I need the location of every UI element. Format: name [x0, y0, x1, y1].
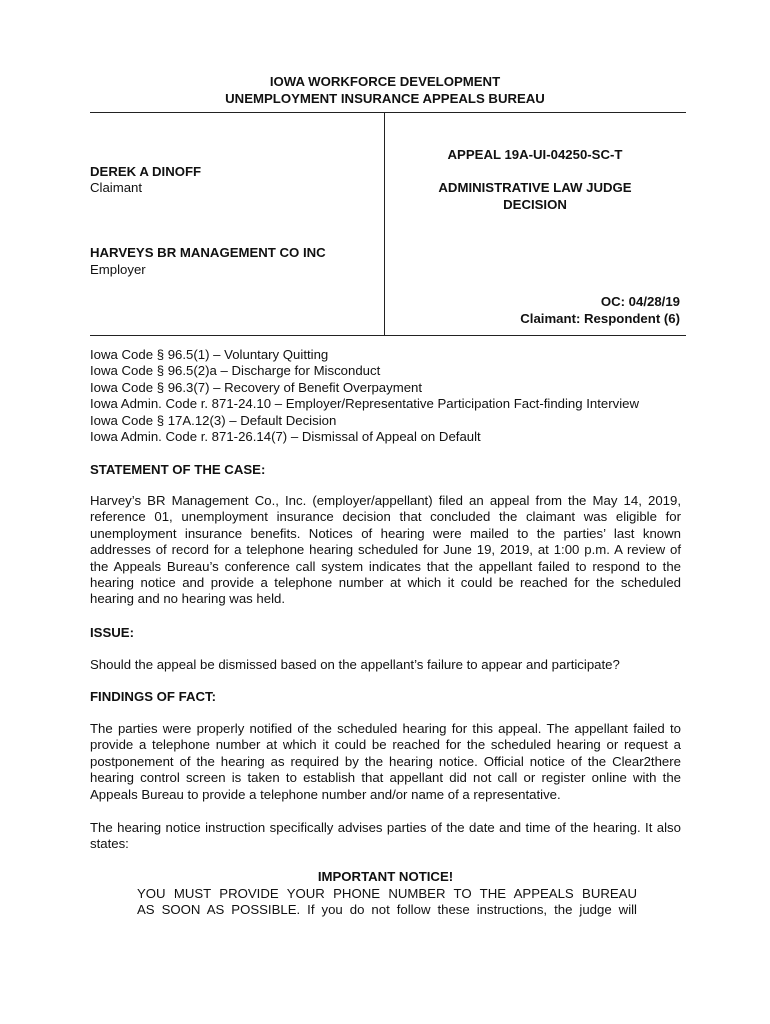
statement-text: Harvey’s BR Management Co., Inc. (employer/appellant) filed an appeal from the May 14, 2019, reference 01, unemployment insurance decision that concluded the claimant was eligible for unemployment insurance benefits. Notices of hearing were mailed to the parties’ last known addresses of record for a telephone hearing scheduled for June 19, 2019, at 1:00 p.m. A review of the Appeals Bureau’s conference call system indicates that the appellant failed to respond to the hearing notice and provide a telephone number at which it could be reached for the scheduled hearing and no hearing was held. — [90, 493, 681, 607]
code-citation: Iowa Code § 96.5(1) – Voluntary Quitting — [90, 347, 329, 362]
decision-title-line1: ADMINISTRATIVE LAW JUDGE — [438, 180, 632, 195]
caption-bottom-rule — [90, 335, 686, 336]
claimant-status: Claimant: Respondent (6) — [520, 311, 680, 326]
agency-name: IOWA WORKFORCE DEVELOPMENT — [269, 74, 501, 89]
statement-heading: STATEMENT OF THE CASE: — [90, 462, 266, 477]
code-citations — [90, 347, 681, 445]
claimant-role: Claimant — [90, 180, 143, 195]
notice-line-1: YOU MUST PROVIDE YOUR PHONE NUMBER TO THE APPEALS BUREAU — [137, 886, 637, 901]
issue-heading: ISSUE: — [90, 625, 134, 640]
claimant-name: DEREK A DINOFF — [90, 164, 202, 179]
code-citation: Iowa Code § 17A.12(3) – Default Decision — [90, 412, 337, 428]
employer-name: HARVEYS BR MANAGEMENT CO INC — [90, 245, 326, 260]
oc-date: OC: 04/28/19 — [600, 294, 680, 309]
employer-role: Employer — [90, 262, 146, 277]
decision-title-line2: DECISION — [503, 197, 567, 212]
appeal-number: APPEAL 19A-UI-04250-SC-T — [447, 147, 623, 162]
findings-heading: FINDINGS OF FACT: — [90, 689, 217, 704]
code-citation: Iowa Code § 96.3(7) – Recovery of Benefit Overpayment — [90, 379, 423, 395]
notice-line-2: AS SOON AS POSSIBLE. If you do not follow these instructions, the judge will — [137, 902, 637, 917]
findings-paragraph-1: The parties were properly notified of the scheduled hearing for this appeal. The appellant failed to provide a telephone number at which it could be reached for the scheduled hearing or request a postponement of the hearing as required by the hearing notice. Official notice of the Clear2there hearing control screen is taken to establish that appellant did not call or register online with the Appeals Bureau to provide a telephone number and/or name of a representative. — [90, 721, 681, 802]
code-citation: Iowa Admin. Code r. 871-26.14(7) – Dismissal of Appeal on Default — [90, 429, 481, 445]
code-citation: Iowa Admin. Code r. 871-24.10 – Employer/Representative Participation Fact-finding Interview — [90, 396, 640, 412]
notice-heading: IMPORTANT NOTICE! — [317, 869, 454, 884]
bureau-name: UNEMPLOYMENT INSURANCE APPEALS BUREAU — [225, 91, 545, 106]
findings-paragraph-2: The hearing notice instruction specifically advises parties of the date and time of the hearing. It also states: — [90, 820, 681, 852]
issue-text: Should the appeal be dismissed based on the appellant’s failure to appear and participate? — [90, 657, 620, 672]
caption-top-rule — [90, 112, 686, 113]
code-citation: Iowa Code § 96.5(2)a – Discharge for Misconduct — [90, 363, 381, 379]
